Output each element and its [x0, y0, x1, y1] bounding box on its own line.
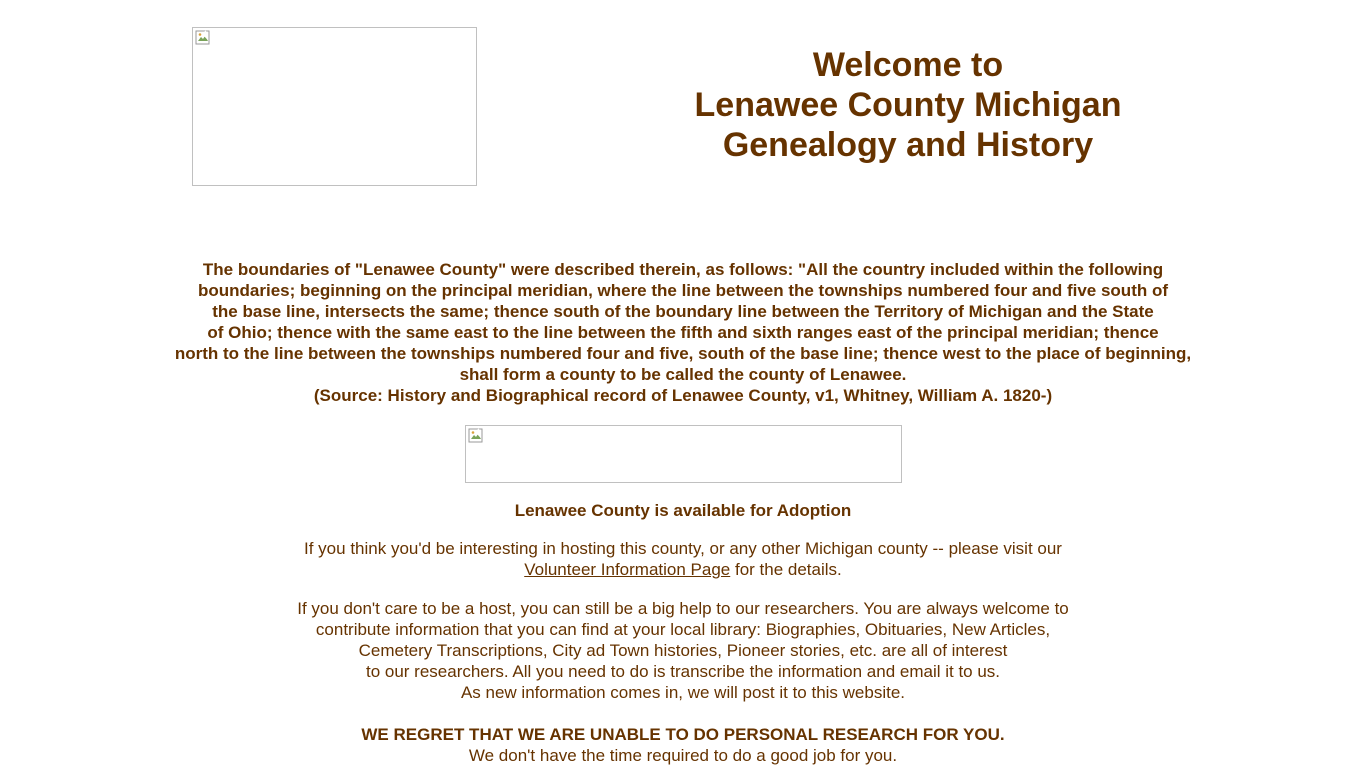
- broken-image-icon: [468, 428, 484, 444]
- broken-image-icon: [195, 30, 211, 46]
- welcome-title: [640, 45, 1176, 165]
- regret-line: We don't have the time required to do a good job for you.: [468, 746, 898, 765]
- regret-paragraph: [0, 724, 1366, 766]
- host-paragraph-line: If you think you'd be interesting in hosting this county, or any other Michigan county -- please visit our: [304, 539, 1062, 558]
- welcome-title-line-2: Lenawee County Michigan: [694, 86, 1122, 124]
- contribute-line: As new information comes in, we will post it to this website.: [460, 683, 906, 702]
- boundaries-line: shall form a county to be called the county of Lenawee.: [459, 365, 907, 384]
- contribute-line: contribute information that you can find at your local library: Biographies, Obituaries, New Articles,: [315, 620, 1051, 639]
- boundaries-line: boundaries; beginning on the principal meridian, where the line between the townships numbered four and five south of: [197, 281, 1169, 300]
- welcome-title-line-1: Welcome to: [812, 46, 1004, 84]
- welcome-title-line-3: Genealogy and History: [722, 126, 1094, 164]
- boundaries-quote: [120, 259, 1246, 406]
- boundaries-source: (Source: History and Biographical record of Lenawee County, v1, Whitney, William A. 1820-): [313, 386, 1053, 405]
- host-paragraph-line: [0, 559, 1366, 580]
- contribute-line: If you don't care to be a host, you can still be a big help to our researchers. You are always welcome to: [297, 599, 1069, 618]
- host-paragraph-suffix: for the details.: [730, 560, 842, 579]
- volunteer-info-link[interactable]: Volunteer Information Page: [524, 560, 731, 579]
- regret-heading: WE REGRET THAT WE ARE UNABLE TO DO PERSONAL RESEARCH FOR YOU.: [361, 725, 1005, 744]
- boundaries-line: north to the line between the townships numbered four and five, south of the base line; thence west to the place of beginning,: [174, 344, 1192, 363]
- boundaries-line: the base line, intersects the same; thence south of the boundary line between the Territory of Michigan and the State: [212, 302, 1154, 321]
- host-paragraph: [0, 538, 1366, 580]
- county-logo-image: [192, 27, 477, 186]
- contribute-paragraph: [0, 598, 1366, 703]
- adoption-banner-image: [465, 425, 902, 483]
- boundaries-line: of Ohio; thence with the same east to the line between the fifth and sixth ranges east of the principal meridian; thence: [207, 323, 1159, 342]
- adoption-heading: Lenawee County is available for Adoption: [514, 501, 852, 520]
- contribute-line: Cemetery Transcriptions, City ad Town histories, Pioneer stories, etc. are all of interest: [358, 641, 1008, 660]
- contribute-line: to our researchers. All you need to do is transcribe the information and email it to us.: [365, 662, 1001, 681]
- boundaries-line: The boundaries of "Lenawee County" were described therein, as follows: "All the country included within the following: [202, 260, 1164, 279]
